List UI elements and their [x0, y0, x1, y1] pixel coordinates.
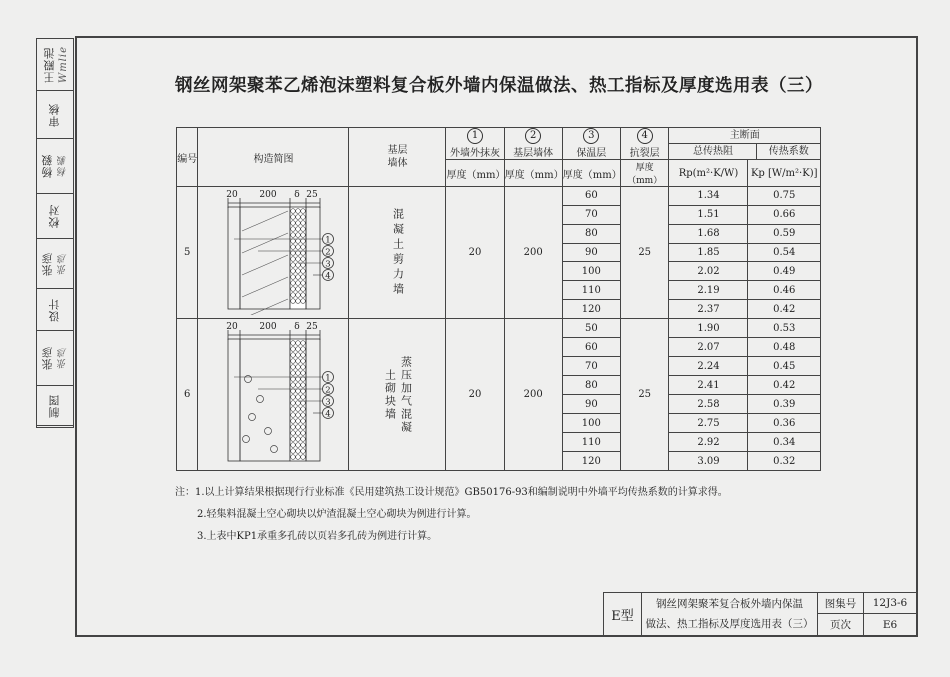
cell-kp: 0.45: [748, 357, 821, 376]
wall-type-label: 混凝土剪力墙: [391, 207, 405, 298]
aerated-void: [257, 396, 264, 403]
wall-type-label: 蒸压加气混凝土砌块墙: [383, 355, 413, 434]
page-title: 钢丝网架聚苯乙烯泡沫塑料复合板外墙内保温做法、热工指标及厚度选用表（三）: [175, 76, 823, 96]
unit-rp: Rp(m²·K/W): [669, 160, 748, 187]
sidebar-label: 王殿池: [42, 46, 56, 83]
cell-rp: 1.34: [669, 187, 748, 206]
unit-kp: Kp [W/m²·K)]: [748, 160, 821, 187]
header-col2: 2 基层墙体: [504, 128, 562, 160]
cell-rp: 1.90: [669, 319, 748, 338]
sidebar-signature: 张彦: [57, 252, 69, 275]
concrete-hatch: [242, 255, 288, 275]
layer-marker-label: 1: [325, 235, 332, 246]
base-wall-layer: [240, 207, 290, 309]
table-row: [177, 319, 821, 338]
cell-insulation: 80: [562, 376, 620, 395]
note-2: 2.轻集料混凝土空心砌块以炉渣混凝土空心砌块为例进行计算。: [197, 509, 477, 520]
cell-rp: 1.68: [669, 224, 748, 243]
cell-sketch: [198, 187, 349, 319]
cell-insulation: 50: [562, 319, 620, 338]
aerated-void: [245, 376, 252, 383]
dimension-label: 20: [226, 190, 239, 200]
cell-insulation: 100: [562, 414, 620, 433]
construction-sketch: [198, 319, 348, 467]
crack-layer: [306, 207, 320, 309]
header-heat-coef: 传热系数: [768, 146, 809, 157]
cell-insulation: 120: [562, 452, 620, 471]
cell-insulation: 70: [562, 205, 620, 224]
cell-insulation: 90: [562, 395, 620, 414]
cell-kp: 0.49: [748, 262, 821, 281]
titleblock-atlas-value: 12J3-6: [864, 593, 917, 614]
concrete-hatch: [242, 299, 288, 315]
sidebar-label: 校对: [48, 204, 61, 228]
unit-thk-4: 厚度（mm）: [620, 160, 669, 187]
titleblock-page-value: E6: [864, 614, 917, 636]
cell-crack: 25: [620, 319, 669, 471]
cell-wall-type: [349, 319, 446, 471]
dimension-label: δ: [294, 322, 301, 332]
titleblock-type: E型: [604, 593, 642, 636]
aerated-void: [271, 446, 278, 453]
layer-marker-label: 1: [325, 373, 332, 384]
construction-sketch: [198, 187, 348, 315]
sidebar-cell: [37, 386, 73, 426]
note-1: 注：1.以上计算结果根据现行行业标准《民用建筑热工设计规范》GB50176-93和编制说明中外墙平均传热系数的计算求得。: [175, 487, 728, 498]
cell-kp: 0.48: [748, 338, 821, 357]
aerated-void: [265, 428, 272, 435]
cell-kp: 0.66: [748, 205, 821, 224]
sidebar-signature: 张彦: [57, 347, 69, 369]
sidebar-label: 张彦: [40, 251, 54, 276]
dimension-label: 25: [306, 190, 319, 200]
sidebar-label: 张彦: [40, 346, 54, 370]
header-no: 编号: [177, 128, 198, 187]
cell-kp: 0.75: [748, 187, 821, 206]
cell-insulation: 60: [562, 338, 620, 357]
titleblock-atlas-label: 图集号: [818, 593, 864, 614]
titleblock-desc: 钢丝网架聚苯复合板外墙内保温 做法、热工指标及厚度选用表（三）: [642, 593, 818, 636]
cell-kp: 0.42: [748, 300, 821, 319]
layer-marker-label: 4: [325, 271, 332, 282]
cell-rp: 2.37: [669, 300, 748, 319]
sidebar-label: 审核: [48, 102, 61, 127]
dimension-label: δ: [294, 190, 301, 200]
cell-plaster: 20: [446, 319, 504, 471]
insulation-layer: [290, 207, 306, 309]
thermal-table: [176, 127, 821, 471]
dimension-label: 20: [226, 322, 239, 332]
sidebar-cell: [37, 194, 73, 239]
plaster-layer: [228, 339, 240, 461]
cell-kp: 0.42: [748, 376, 821, 395]
unit-thk-2: 厚度（mm）: [504, 160, 562, 187]
cell-wall-thickness: 200: [504, 187, 562, 319]
cell-insulation: 80: [562, 224, 620, 243]
sidebar-cell: [37, 139, 73, 194]
cell-kp: 0.34: [748, 433, 821, 452]
sidebar-label: 设计: [48, 297, 61, 322]
sidebar-label: 制图: [48, 393, 61, 418]
header-col1: 1 外墙外抹灰: [446, 128, 504, 160]
layer-marker-label: 2: [325, 247, 332, 258]
titleblock-page-label: 页次: [818, 614, 864, 636]
cell-crack: 25: [620, 187, 669, 319]
cell-kp: 0.46: [748, 281, 821, 300]
cell-rp: 2.02: [669, 262, 748, 281]
cell-insulation: 110: [562, 433, 620, 452]
cell-rp: 2.75: [669, 414, 748, 433]
dimension-label: 200: [259, 322, 278, 332]
cell-insulation: 120: [562, 300, 620, 319]
dimension-label: 200: [259, 190, 278, 200]
header-sketch: 构造简图: [198, 128, 349, 187]
cell-kp: 0.53: [748, 319, 821, 338]
cell-kp: 0.39: [748, 395, 821, 414]
unit-thk-3: 厚度（mm）: [562, 160, 620, 187]
unit-thk-1: 厚度（mm）: [446, 160, 504, 187]
sidebar-cell: [37, 239, 73, 289]
sidebar-cell: [37, 91, 73, 139]
sidebar-label: 杨毅: [40, 154, 54, 178]
layer-marker-label: 2: [325, 385, 332, 396]
sidebar-signature: Wmlie: [57, 45, 69, 84]
base-wall-layer: [240, 339, 290, 461]
cell-kp: 0.32: [748, 452, 821, 471]
crack-layer: [306, 339, 320, 461]
concrete-hatch: [242, 211, 288, 231]
cell-rp: 1.51: [669, 205, 748, 224]
cell-kp: 0.59: [748, 224, 821, 243]
header-main-section: 主断面 总传热阻 传热系数: [669, 128, 821, 160]
title-block: [603, 592, 918, 637]
cell-no: 6: [177, 319, 198, 471]
header-col4: 4 抗裂层: [620, 128, 669, 160]
note-3: 3.上表中KP1承重多孔砖以页岩多孔砖为例进行计算。: [197, 531, 438, 542]
cell-insulation: 100: [562, 262, 620, 281]
notes: [175, 482, 728, 548]
cell-insulation: 60: [562, 187, 620, 206]
sidebar-cell: [37, 39, 73, 91]
concrete-hatch: [242, 233, 288, 253]
cell-sketch: [198, 319, 349, 471]
cell-no: 5: [177, 187, 198, 319]
cell-insulation: 110: [562, 281, 620, 300]
cell-rp: 2.24: [669, 357, 748, 376]
layer-marker-label: 3: [325, 397, 332, 408]
aerated-void: [243, 436, 250, 443]
sidebar-signature: 杨毅: [57, 155, 69, 177]
header-base-wall: 基层墙体: [349, 128, 446, 187]
signature-sidebar: [36, 38, 74, 428]
cell-rp: 2.07: [669, 338, 748, 357]
sidebar-cell: [37, 331, 73, 386]
sidebar-cell: [37, 289, 73, 331]
dimension-label: 25: [306, 322, 319, 332]
cell-wall-type: [349, 187, 446, 319]
header-col3: 3 保温层: [562, 128, 620, 160]
layer-marker-label: 3: [325, 259, 332, 270]
cell-kp: 0.54: [748, 243, 821, 262]
table-row: [177, 187, 821, 206]
aerated-void: [249, 414, 256, 421]
cell-kp: 0.36: [748, 414, 821, 433]
cell-wall-thickness: 200: [504, 319, 562, 471]
plaster-layer: [228, 207, 240, 309]
cell-insulation: 70: [562, 357, 620, 376]
concrete-hatch: [242, 277, 288, 297]
cell-rp: 2.19: [669, 281, 748, 300]
cell-plaster: 20: [446, 187, 504, 319]
header-thermal-res: 总传热阻: [669, 144, 757, 159]
cell-rp: 1.85: [669, 243, 748, 262]
cell-rp: 2.92: [669, 433, 748, 452]
cell-rp: 2.58: [669, 395, 748, 414]
layer-marker-label: 4: [325, 409, 332, 420]
cell-rp: 3.09: [669, 452, 748, 471]
cell-insulation: 90: [562, 243, 620, 262]
cell-rp: 2.41: [669, 376, 748, 395]
